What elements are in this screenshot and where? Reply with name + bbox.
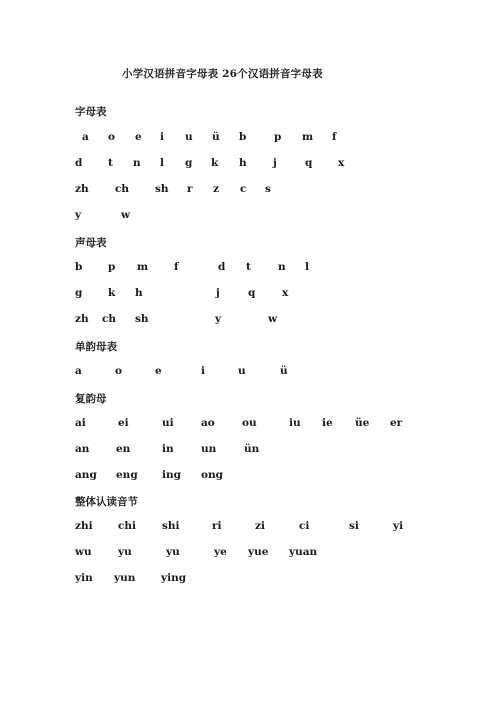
pinyin-token: ri [212, 520, 222, 532]
pinyin-token: ie [322, 417, 333, 429]
pinyin-token: ün [244, 443, 260, 455]
pinyin-token: e [135, 131, 142, 143]
pinyin-token: chi [118, 520, 137, 532]
pinyin-token: ou [242, 417, 257, 429]
pinyin-token: i [160, 131, 164, 143]
pinyin-token: yin [75, 572, 93, 584]
pinyin-token: w [268, 313, 278, 325]
pinyin-token: ui [162, 417, 174, 429]
pinyin-token: sh [135, 313, 149, 325]
pinyin-token: f [332, 131, 337, 143]
pinyin-token: ch [102, 313, 117, 325]
pinyin-token: ao [201, 417, 215, 429]
pinyin-token: er [390, 417, 403, 429]
pinyin-token: p [274, 131, 282, 143]
pinyin-token: ü [280, 365, 288, 377]
pinyin-token: f [174, 261, 179, 273]
pinyin-token: m [302, 131, 314, 143]
pinyin-token: eng [116, 469, 138, 481]
pinyin-token: w [121, 209, 131, 221]
section-heading-simple-finals: 单韵母表 [75, 341, 117, 353]
pinyin-token: s [265, 183, 271, 195]
pinyin-token: un [201, 443, 217, 455]
pinyin-token: u [185, 131, 193, 143]
pinyin-token: b [75, 261, 83, 273]
pinyin-token: üe [355, 417, 370, 429]
pinyin-token: an [75, 443, 90, 455]
pinyin-token: x [282, 287, 289, 299]
pinyin-token: t [246, 261, 251, 273]
pinyin-token: n [278, 261, 286, 273]
pinyin-token: ci [299, 520, 310, 532]
pinyin-token: j [273, 157, 277, 169]
pinyin-token: yu [166, 546, 180, 558]
pinyin-token: zh [75, 313, 89, 325]
pinyin-token: zh [75, 183, 89, 195]
pinyin-token: p [108, 261, 116, 273]
pinyin-token: y [215, 313, 222, 325]
pinyin-token: yi [393, 520, 404, 532]
pinyin-token: yuan [289, 546, 318, 558]
pinyin-token: t [108, 157, 113, 169]
pinyin-token: sh [155, 183, 169, 195]
section-heading-initials: 声母表 [75, 237, 107, 249]
pinyin-token: l [160, 157, 164, 169]
pinyin-token: ying [161, 572, 187, 584]
pinyin-token: u [238, 365, 246, 377]
pinyin-token: h [239, 157, 247, 169]
pinyin-token: r [187, 183, 193, 195]
pinyin-token: m [137, 261, 149, 273]
pinyin-token: si [349, 520, 359, 532]
pinyin-token: z [213, 183, 219, 195]
pinyin-token: e [155, 365, 162, 377]
pinyin-token: shi [162, 520, 180, 532]
pinyin-token: g [185, 157, 193, 169]
pinyin-token: i [201, 365, 205, 377]
pinyin-token: y [75, 209, 82, 221]
pinyin-token: b [239, 131, 247, 143]
pinyin-token: ch [115, 183, 130, 195]
pinyin-token: ing [162, 469, 181, 481]
pinyin-token: ü [212, 131, 220, 143]
pinyin-token: q [248, 287, 256, 299]
section-heading-whole-syllables: 整体认读音节 [75, 496, 138, 508]
pinyin-token: c [240, 183, 247, 195]
pinyin-token: g [75, 287, 83, 299]
pinyin-token: ye [214, 546, 227, 558]
pinyin-token: x [338, 157, 345, 169]
pinyin-token: yu [118, 546, 132, 558]
pinyin-token: ai [75, 417, 86, 429]
pinyin-token: iu [289, 417, 301, 429]
pinyin-token: n [133, 157, 141, 169]
pinyin-token: yun [114, 572, 136, 584]
pinyin-token: k [211, 157, 219, 169]
pinyin-token: ong [201, 469, 223, 481]
pinyin-token: a [75, 365, 82, 377]
pinyin-token: o [115, 365, 123, 377]
pinyin-token: h [135, 287, 143, 299]
pinyin-token: en [116, 443, 131, 455]
pinyin-token: ang [75, 469, 97, 481]
pinyin-token: l [305, 261, 309, 273]
pinyin-token: yue [248, 546, 269, 558]
pinyin-token: d [218, 261, 226, 273]
section-heading-alphabet: 字母表 [75, 106, 107, 118]
pinyin-token: k [108, 287, 116, 299]
pinyin-token: q [305, 157, 313, 169]
pinyin-token: ei [118, 417, 129, 429]
pinyin-token: o [108, 131, 116, 143]
pinyin-token: in [162, 443, 174, 455]
page-title: 小学汉语拼音字母表 26个汉语拼音字母表 [122, 68, 323, 80]
pinyin-token: zi [255, 520, 265, 532]
pinyin-token: zhi [75, 520, 93, 532]
pinyin-token: wu [75, 546, 92, 558]
section-heading-compound-finals: 复韵母 [75, 393, 107, 405]
pinyin-token: j [216, 287, 220, 299]
pinyin-token: a [82, 131, 89, 143]
pinyin-token: d [75, 157, 83, 169]
